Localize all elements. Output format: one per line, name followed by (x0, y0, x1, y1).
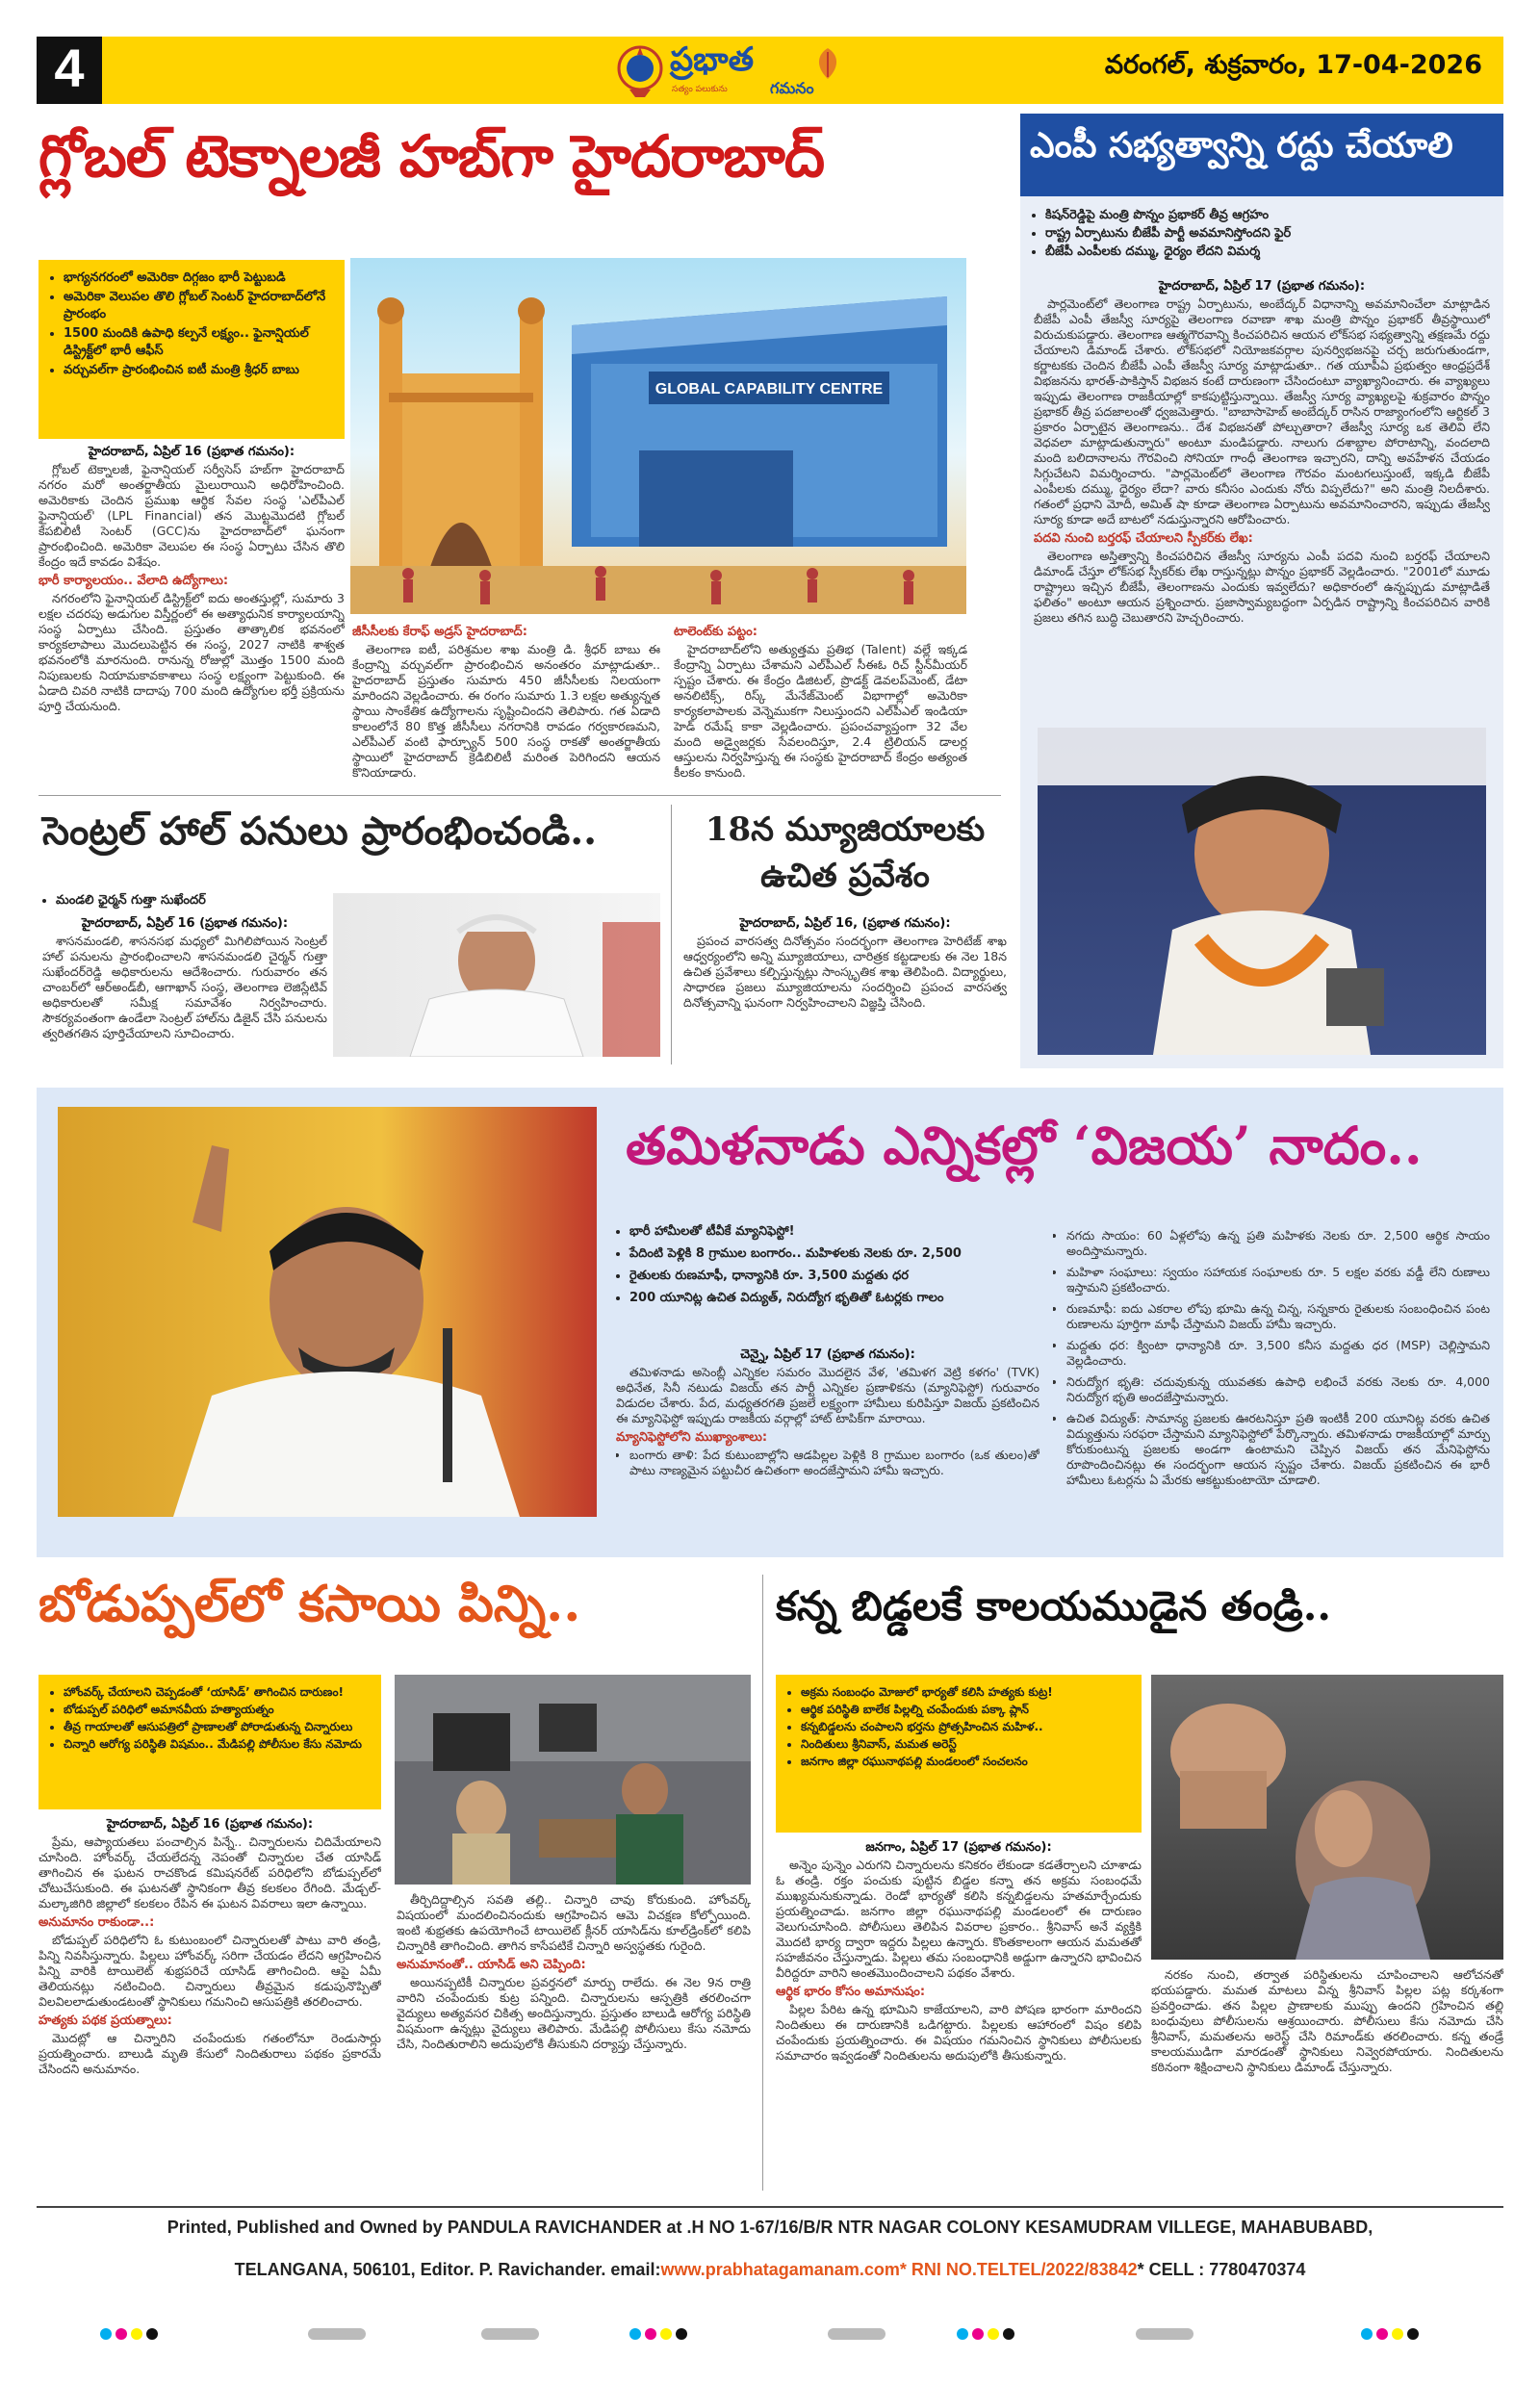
bullet-item: • బీజేపీ ఎంపీలకు దమ్ము, ధైర్యం లేదని విమర్శ (1045, 243, 1492, 261)
story6-col1 (38, 1817, 381, 2193)
bullet-item: • బోడుప్పల్ పరిధిలో అమానవీయ హత్యాయత్నం (64, 1702, 372, 1717)
story3-bullets (42, 893, 331, 910)
color-dots-icon (1361, 2328, 1419, 2340)
story6-col2-subhead: అనుమానంతో.. యాసిడ్ అని చెప్పింది: (397, 1958, 586, 1972)
story6-photo (395, 1675, 751, 1885)
logo-tagline: సత్యం పలుకును (672, 85, 728, 94)
logo-emblem-icon (616, 41, 664, 99)
story5-headline: తమిళనాడు ఎన్నికల్లో ‘విజయ’ నాదం.. (626, 1115, 1423, 1176)
list-item: • మద్దతు ధర: క్వింటా ధాన్యానికి రూ. 3,500 కనీస మద్దతు ధర (MSP) చెల్లిస్తామని వెల్లడించారు. (1066, 1338, 1490, 1369)
story6-bullets (38, 1675, 381, 1809)
list-item: • ఉచిత విద్యుత్: సామాన్య ప్రజలకు ఊరటనిస్తూ ప్రతి ఇంటికీ 200 యూనిట్ల వరకు ఉచిత విద్యుత్తును సరఫరా చేస్తామని మ్యానిఫెస్టోలో పేర్కొన్నారు. తమిళనాడు రాజకీయాల్లో మార్పు కోరుకుంటున్న ప్రజలకు అండగా ఉంటామని చెప్పిన విజయ్ తన మేనిఫెస్టోను రూపొందించినట్లు ఈ సందర్భంగా ఆయన స్పష్టం చేశారు. విజయ్ ప్రకటించిన ఈ భారీ హామీలు ఓటర్లను ఏ మేరకు ఆకట్టుకుంటాయో చూడాలి. (1066, 1411, 1490, 1488)
story7-text: అన్నెం పున్నెం ఎరుగని చిన్నారులను కనికరం లేకుండా కడతేర్చాలని చూశాడు ఓ తండ్రి. రక్తం పంచుకు పుట్టిన బిడ్డల కన్నా తన అక్రమ సంబంధమే ముఖ్యమనుకున్నాడు. రెండో భార్యతో కలిసి కన్నబిడ్డలను హతమార్చేందుకు ప్రయత్నించాడు. జనగాం జిల్లా రఘునాథపల్లి మండలంలో ఈ దారుణం వెలుగుచూసింది. పోలీసులు తెలిపిన వివరాల ప్రకారం.. శ్రీనివాస్ అనే వ్యక్తికి మొదటి భార్య ద్వారా ఇద్దరు పిల్లలు ఉన్నారు. కొంతకాలంగా ఆయన మమతతో సహజీవనం చేస్తున్నాడు. పిల్లలు తమ సంబంధానికి అడ్డుగా ఉన్నారని భావించిన వీరిద్దరూ వారిని అంతమొందించాలని పథకం వేశారు. (776, 1858, 1142, 1980)
story6-dateline: హైదరాబాద్, ఏప్రిల్ 16 (ప్రభాత గమనం): (106, 1817, 314, 1832)
story6-subhead: అనుమానం రాకుండా..: (38, 1915, 155, 1930)
story1-bullets (38, 260, 345, 439)
story2-body (1034, 279, 1490, 718)
footer-email-link[interactable]: www.prabhatagamanam.com (660, 2260, 900, 2279)
logo-text: ప్రభాత (670, 40, 755, 79)
masthead-logo (616, 38, 857, 102)
story1-col3-subhead: టాలెంట్‌కు పట్టం: (674, 625, 757, 639)
bullet-item: • వర్చువల్‌గా ప్రారంభించిన ఐటీ మంత్రి శ్రీధర్ బాబు (64, 362, 335, 379)
story7-col1 (776, 1840, 1142, 2193)
story1-col1 (38, 445, 345, 772)
story2-photo (1038, 728, 1486, 1055)
list-item: • మహిళా సంఘాలు: స్వయం సహాయక సంఘాలకు రూ. 5 లక్షల వరకు వడ్డీ లేని రుణాలు ఇస్తామని ప్రకటించారు. (1066, 1265, 1490, 1295)
story7-bullets (776, 1675, 1142, 1833)
story5-bullets (616, 1222, 1040, 1307)
illustration-sign: GLOBAL CAPABILITY CENTRE (654, 381, 884, 398)
story1-col2-subhead: జీసీసీలకు కేరాఫ్ అడ్రస్ హైదరాబాద్: (352, 625, 527, 639)
story2-text2: తెలంగాణ అస్తిత్వాన్ని కించపరిచిన తేజస్వీ సూర్యను ఎంపీ పదవి నుంచి బర్తరఫ్ చేయాలని డిమాండ్ చేస్తూ లోక్‌సభ స్పీకర్‌కు లేఖ రాస్తున్నట్లు పొన్నం ప్రభాకర్ వెల్లడించారు. "2001లో మూడు రాష్ట్రాలు ఇచ్చిన బీజేపీ, తెలంగాణను ఎందుకు ఇవ్వలేదు? అధికారంలో ఉన్నప్పుడు మాట్లాడితే ఫలితం" అంటూ ఆయన ప్రశ్నించారు. ప్రజాస్వామ్యబద్ధంగా ఏర్పడిన రాష్ట్రాన్ని కించపరిచిన వారికి ప్రజలు తగిన బుద్ధి చెబుతారని హెచ్చరించారు. (1034, 549, 1490, 625)
bullet-item: • కిషన్‌రెడ్డిపై మంత్రి పొన్నం ప్రభాకర్ తీవ్ర ఆగ్రహం (1045, 206, 1492, 224)
story1-headline: గ్లోబల్ టెక్నాలజీ హబ్‌గా హైదరాబాద్ (38, 123, 825, 191)
bullet-item: • ఆర్థిక పరిస్థితి బాలేక పిల్లల్ని చంపేందుకు పక్కా ప్లాన్ (801, 1702, 1132, 1717)
story3-headline: సెంట్రల్ హాల్ పనులు ప్రారంభించండి.. (42, 808, 598, 854)
story6-col2-text2: అయినప్పటికీ చిన్నారుల ప్రవర్తనలో మార్పు రాలేదు. ఈ నెల 9న రాత్రి వారిని చంపేందుకు కుట్ర పన్నింది. చిన్నారులను ఆస్పత్రికి తరలించగా వైద్యులు అత్యవసర చికిత్స అందిస్తున్నారు. ప్రస్తుతం బాలుడి ఆరోగ్య పరిస్థితి విషమంగా ఉన్నట్లు వైద్యులు తెలిపారు. మేడిపల్లి పోలీసులు కేసు నమోదు చేసి, నిందితురాలిని అదుపులోకి తీసుకుని దర్యాప్తు చేస్తున్నారు. (397, 1975, 751, 2051)
story1-text2: నగరంలోని ఫైనాన్షియల్ డిస్ట్రిక్ట్‌లో ఐదు అంతస్తుల్లో, సుమారు 3 లక్షల చదరపు అడుగుల విస్తీర్ణంలో ఈ అత్యాధునిక కార్యాలయాన్ని సంస్థ ఏర్పాటు చేసింది. ప్రస్తుతం తాత్కాలిక భవనంలో కార్యకలాపాలు మొదలుపెట్టిన ఈ సంస్థ, 2027 నాటికి శాశ్వత భవనంలోకి మారనుంది. రానున్న రోజుల్లో మొత్తం 1500 మంది నిపుణులకు నియామకావకాశాలు సంస్థ లక్ష్యంగా పెట్టుకుంది. ఈ ఏడాది చివరి నాటికి దాదాపు 700 మంది ఉద్యోగుల భర్తీ ప్రక్రియను పూర్తి చేయనుంది. (38, 591, 345, 713)
story7-col2-text: నరకం నుంచి, తర్వాత పరిస్థితులను చూపించాలని ఆలోచనతో భయపడ్డారు. మమత మాటలు విన్న శ్రీనివాస్ పిల్లల పట్ల కర్కశంగా ప్రవర్తించాడు. తన పిల్లల ప్రాణాలకు ముప్పు ఉందని గ్రహించిన తల్లి బంధువులు పోలీసులను ఆశ్రయించారు. పోలీసులు కేసు నమోదు చేసి శ్రీనివాస్, మమతలను అరెస్ట్ చేసి రిమాండ్‌కు తరలించారు. కన్న తండ్రే కాలయముడిగా మారడంతో స్థానికులు నివ్వెరపోయారు. నిందితులను కఠినంగా శిక్షించాలని స్థానికులు డిమాండ్ చేస్తున్నారు. (1151, 1967, 1503, 2074)
story3-dateline: హైదరాబాద్, ఏప్రిల్ 16 (ప్రభాత గమనం): (81, 916, 289, 931)
registration-marks (96, 2320, 1444, 2348)
story5-body (616, 1347, 1040, 1550)
dateline: వరంగల్, శుక్రవారం, 17-04-2026 (1104, 50, 1482, 80)
story7-subhead: ఆర్థిక భారం కోసం అమానుషం: (776, 1985, 926, 1999)
story1-text: గ్లోబల్ టెక్నాలజీ, ఫైనాన్షియల్ సర్వీసెస్ హబ్‌గా హైదరాబాద్ నగరం మరో అంతర్జాతీయ మైలురాయిని అధిరోహించింది. అమెరికాకు చెందిన ప్రముఖ ఆర్థిక సేవల సంస్థ 'ఎల్‌పీఎల్ ఫైనాన్షియల్' (LPL Financial) తన మొట్టమొదటి గ్లోబల్ కేపబిలిటీ సెంటర్ (GCC)ను హైదరాబాద్‌లో ఘనంగా ప్రారంభించింది. అమెరికా వెలుపల ఈ సంస్థ ఏర్పాటు చేసిన తొలి కేంద్రం ఇదే కావడం విశేషం. (38, 462, 345, 569)
list-item: • రుణమాఫీ: ఐదు ఎకరాల లోపు భూమి ఉన్న చిన్న, సన్నకారు రైతులకు సంబంధించిన పంట రుణాలను పూర్తిగా మాఫీ చేస్తామని విజయ్ హామీ ఇచ్చారు. (1066, 1301, 1490, 1332)
color-dots-icon (629, 2328, 687, 2340)
story4-dateline: హైదరాబాద్, ఏప్రిల్ 16, (ప్రభాత గమనం): (739, 916, 951, 931)
story4-headline-line2: ఉచిత ప్రవేశం (760, 857, 930, 895)
story4-body (683, 916, 1007, 1061)
bullet-item: • 200 యూనిట్ల ఉచిత విద్యుత్, నిరుద్యోగ భృతితో ఓటర్లకు గాలం (629, 1289, 1040, 1307)
story5-photo (58, 1107, 597, 1517)
bullet-item: • అక్రమ సంబంధం మోజులో భార్యతో కలిసి హత్యకు కుట్ర! (801, 1684, 1132, 1700)
story5-subhead: మ్యానిఫెస్టోలోని ముఖ్యాంశాలు: (616, 1430, 768, 1445)
story6-text2: బోడుప్పల్ పరిధిలోని ఓ కుటుంబంలో చిన్నారులతో పాటు వారి తండ్రి, పిన్ని నివసిస్తున్నారు. పిల్లలు హోంవర్క్ సరిగా చేయడం లేదని ఆగ్రహించిన పిన్ని వారికి టాయిలెట్ శుభ్రపరిచే యాసిడ్ తాగించింది. ఆపై ఏమీ తెలియనట్లు నటించింది. చిన్నారులు తీవ్రమైన కడుపునొప్పితో విలవిలలాడుతుండటంతో స్థానికులు గమనించి ఆసుపత్రికి తరలించారు. (38, 1933, 381, 2009)
footer-imprint: TELANGANA, 506101, Editor. P. Ravichander. email: (234, 2260, 661, 2279)
story2-subhead: పదవి నుంచి బర్తరఫ్ చేయాలని స్పీకర్‌కు లేఖ: (1034, 531, 1253, 546)
bullet-item: • భాగ్యనగరంలో అమెరికా దిగ్గజం భారీ పెట్టుబడి (64, 269, 335, 287)
color-dots-icon (957, 2328, 1014, 2340)
story5-dateline: చెన్నై, ఏప్రిల్ 17 (ప్రభాత గమనం): (740, 1347, 915, 1362)
footer-line2 (37, 2260, 1503, 2280)
story3-photo (333, 893, 660, 1057)
list-item: • నిరుద్యోగ భృతి: చదువుకున్న యువతకు ఉపాధి లభించే వరకు నెలకు రూ. 4,000 నిరుద్యోగ భృతి అందజేస్తామన్నారు. (1066, 1374, 1490, 1405)
footer-line1: Printed, Published and Owned by PANDULA RAVICHANDER at .H NO 1-67/16/B/R NTR NAGAR COLONY KESAMUDRAM VILLEGE, MAHABUBABD, (167, 2218, 1373, 2237)
story1-subhead: భారీ కార్యాలయం.. వేలాది ఉద్యోగాలు: (38, 574, 229, 588)
bullet-item: • అమెరికా వెలుపల తొలి గ్లోబల్ సెంటర్ హైదరాబాద్‌లోనే ప్రారంభం (64, 289, 335, 323)
page-number: 4 (54, 38, 85, 98)
story1-illustration (350, 258, 966, 614)
story4-text: ప్రపంచ వారసత్వ దినోత్సవం సందర్భంగా తెలంగాణ హెరిటేజ్ శాఖ ఆధ్వర్యంలోని అన్ని మ్యూజియాలు, చారిత్రక కట్టడాలకు ఈ నెల 18న ఉచిత ప్రవేశాలు కల్పిస్తున్నట్లు సాంస్కృతిక శాఖ తెలిపింది. విద్యార్థులు, సాధారణ ప్రజలు మ్యూజియాలను సందర్శించి ప్రపంచ వారసత్వ దినోత్సవాన్ని ఘనంగా నిర్వహించాలని విజ్ఞప్తి చేసింది. (683, 934, 1007, 1010)
bullet-item: • కన్నబిడ్డలను చంపాలని భర్తను ప్రోత్సహించిన మహిళ.. (801, 1719, 1132, 1734)
story1-col3-text: హైదరాబాద్‌లోని అత్యుత్తమ ప్రతిభ (Talent) వల్లే ఇక్కడ కేంద్రాన్ని ఏర్పాటు చేశామని ఎల్‌పీఎల్ సీఈఓ రిచ్ స్టీన్‌మీయర్ స్పష్టం చేశారు. ఈ కేంద్రం డిజిటల్, ప్రొడక్ట్ డెవలప్‌మెంట్, డేటా అనలిటిక్స్, రిస్క్ మేనేజ్‌మెంట్ విభాగాల్లో అమెరికా కార్యకలాపాలకు వెన్నెముకగా నిలుస్తుందని ఎల్‌పీఎల్ ఇండియా హెడ్ రమేష్ కాకా వెల్లడించారు. ప్రపంచవ్యాప్తంగా 32 వేల మంది అడ్వైజర్లకు సేవలందిస్తూ, 2.4 ట్రిలియన్ డాలర్ల ఆస్తులను నిర్వహిస్తున్న ఈ సంస్థకు హైదరాబాద్ కేంద్రం అత్యంత కీలకం కానుంది. (674, 642, 967, 780)
logo-subtext: గమనం (770, 79, 814, 97)
color-dots-icon (100, 2328, 158, 2340)
story7-col2 (1151, 1967, 1503, 2193)
story5-list-right (1053, 1228, 1490, 1552)
story6-text3: మొదట్లో ఆ చిన్నారిని చంపేందుకు గతంలోనూ రెండుసార్లు ప్రయత్నించారు. బాలుడి మృతి కేసులో నిందితురాలు పథకం ప్రకారమే చేసిందని అనుమానం. (38, 2031, 381, 2076)
building-icon (572, 296, 947, 547)
story7-photo (1151, 1675, 1503, 1960)
story3-body (42, 916, 327, 1061)
bullet-item: • తీవ్ర గాయాలతో ఆసుపత్రిలో ప్రాణాలతో పోరాడుతున్న చిన్నారులు (64, 1719, 372, 1734)
story3-text: శాసనమండలి, శాసనసభ మధ్యలో మిగిలిపోయిన సెంట్రల్ హాల్ పనులను ప్రారంభించాలని శాసనమండలి చైర్మన్ గుత్తా సుఖేందర్‌రెడ్డి అధికారులను ఆదేశించారు. గురువారం తన చాంబర్‌లో ఆర్‌అండ్‌బీ, ఆగాఖాన్ సంస్థ, తెలంగాణ లెజిస్లేటివ్ అధికారులతో సమీక్ష సమావేశం నిర్వహించారు. సౌకర్యవంతంగా ఉండేలా సెంట్రల్ హాల్‌ను డిజైన్ చేసి పనులను త్వరితగతిన పూర్తిచేయాలని సూచించారు. (42, 934, 327, 1040)
bullet-item: • నిందితులు శ్రీనివాస్, మమత అరెస్ట్ (801, 1736, 1132, 1752)
bullet-item: • పేదింటి పెళ్లికి 8 గ్రాముల బంగారం.. మహిళలకు నెలకు రూ. 2,500 (629, 1244, 1040, 1263)
list-item: • నగదు సాయం: 60 ఏళ్లలోపు ఉన్న ప్రతి మహిళకు నెలకు రూ. 2,500 ఆర్థిక సాయం అందిస్తామన్నారు. (1066, 1228, 1490, 1259)
footer-rni: * RNI NO.TELTEL/2022/83842 (899, 2260, 1138, 2279)
story6-text: ప్రేమ, ఆప్యాయతలు పంచాల్సిన పిన్నే.. చిన్నారులను చిదిమేయాలని చూసింది. హోంవర్క్ చేయలేదన్న నెపంతో చిన్నారుల చేత యాసిడ్ తాగించిన ఈ ఘటన రాచకొండ కమిషనరేట్ పరిధిలోని బోడుప్పల్‌లో చోటుచేసుకుంది. ఈ ఘటనతో స్థానికంగా తీవ్ర కలకలం రేగింది. మేడ్చల్-మల్కాజిగిరి జిల్లాలో కలకలం రేపిన ఈ ఘటన వివరాలు ఇలా ఉన్నాయి. (38, 1834, 381, 1911)
bullet-item: • భారీ హామీలతో టీవీకే మ్యానిఫెస్టో! (629, 1222, 1040, 1241)
story2-bullets (1030, 206, 1492, 261)
story1-col3 (674, 621, 967, 784)
story7-text2: పిల్లల పేరిట ఉన్న భూమిని కాజేయాలని, వారి పోషణ భారంగా మారిందని నిందితులు ఈ దారుణానికి ఒడిగట్టారు. పిల్లలకు ఆహారంలో విషం కలిపి చంపేందుకు ప్రయత్నించారు. ఈ విషయం గమనించిన స్థానికులు పోలీసులకు సమాచారం ఇవ్వడంతో నిందితులను అదుపులోకి తీసుకున్నారు. (776, 2002, 1142, 2063)
story5-text: తమిళనాడు అసెంబ్లీ ఎన్నికల సమరం మొదలైన వేళ, 'తమిళగ వెట్రి కళగం' (TVK) అధినేత, సినీ నటుడు విజయ్ తన పార్టీ ఎన్నికల ప్రణాళికను (మ్యానిఫెస్టో) గురువారం విడుదల చేశారు. పేద, మధ్యతరగతి ప్రజలే లక్ష్యంగా హామీలు కురిపిస్తూ విజయ్ ప్రకటించిన ఈ మ్యానిఫెస్టో ఇప్పుడు రాజకీయ వర్గాల్లో హాట్ టాపిక్‌గా మారాయి. (616, 1365, 1040, 1425)
list-item: • బంగారు తాళి: పేద కుటుంబాల్లోని ఆడపిల్లల పెళ్లికి 8 గ్రాముల బంగారం (ఒక తులం)తో పాటు నాణ్యమైన పట్టుచీర ఉచితంగా అందజేస్తామని హామీ ఇచ్చారు. (629, 1448, 1040, 1478)
story2-text: పార్లమెంట్‌లో తెలంగాణ రాష్ట్ర ఏర్పాటును, అంబేద్కర్ విధానాన్ని అవమానించేలా మాట్లాడిన బీజేపీ ఎంపీ తేజస్వీ సూర్యపై తెలంగాణ రవాణా శాఖ మంత్రి పొన్నం ప్రభాకర్ తీవ్రస్థాయిలో విరుచుకుపడ్డారు. తెలంగాణ ఆత్మగౌరవాన్ని కించపరిచిన ఆయన లోక్‌సభ సభ్యత్వాన్ని తక్షణమే రద్దు చేయాలని డిమాండ్ చేశారు. లోక్‌సభలో నియోజకవర్గాల పునర్విభజనపై చర్చ జరుగుతుండగా, కర్ణాటకకు చెందిన బీజేపీ ఎంపీ తేజస్వీ సూర్య మాట్లాడుతూ.. గత యూపీఏ ప్రభుత్వం ఆంధ్రప్రదేశ్ విభజనను భారత్-పాకిస్తాన్ విభజన కంటే దారుణంగా చేసిందంటూ వ్యాఖ్యానించారు. ఈ వ్యాఖ్యలు ఇప్పుడు తెలంగాణ రాజకీయాల్లో కాకపుట్టిస్తున్నాయి. తేజస్వీ సూర్య వ్యాఖ్యలపై శుక్రవారం పొన్నం ప్రభాకర్ తీవ్ర పదజాలంతో ధ్వజమెత్తారు. "బాబాసాహెబ్ అంబేద్కర్ రాసిన రాజ్యాంగంలోని ఆర్టికల్ 3 ప్రకారం ఏర్పాటైన తెలంగాణను.. దేశ విభజనతో పోల్చుతారా? తేజస్వీ సూర్య ఒక తెలివి లేని వెధవలా మాట్లాడుతున్నారు" అంటూ మండిపడ్డారు. నాలుగు దశాబ్దాల పోరాటాన్ని, వందలాది మంది బలిదానాలను గౌరవించి సోనియా గాంధీ తెలంగాణ ఇచ్చారని, దాన్ని అవహేళన చేయడం సిగ్గుచేటని విమర్శించారు. "పార్లమెంట్‌లో తెలంగాణ గౌరవం మంటగలుస్తుంటే, ఇక్కడి బీజేపీ ఎంపీలకు దమ్ము, ధైర్యం లేదా? వారు కనీసం ఎందుకు నోరు విప్పలేదు?" అని మంత్రి నిలదీశారు. గతంలో ప్రధాని మోదీ, అమిత్ షా కూడా తెలంగాణ ఏర్పాటును అవమానించారని, ఇప్పుడు తేజస్వీ సూర్య కూడా అదే బాటలో నడుస్తున్నారని ఆరోపించారు. (1034, 296, 1490, 526)
bullet-item: • హోంవర్క్ చేయాలని చెప్పడంతో ‘యాసిడ్’ తాగించిన దారుణం! (64, 1684, 372, 1700)
story1-col2 (352, 621, 660, 784)
story6-subhead2: హత్యకు పథక ప్రయత్నాలు: (38, 2013, 172, 2028)
bullet-item: • రాష్ట్ర ఏర్పాటును బీజేపీ పార్టీ అవమానిస్తోందని ఫైర్ (1045, 224, 1492, 243)
charminar-icon (377, 297, 545, 576)
story7-dateline: జనగాం, ఏప్రిల్ 17 (ప్రభాత గమనం): (865, 1840, 1052, 1855)
story7-headline: కన్న బిడ్డలకే కాలయముడైన తండ్రి.. (776, 1582, 1331, 1629)
story2-dateline: హైదరాబాద్, ఏప్రిల్ 17 (ప్రభాత గమనం): (1158, 279, 1366, 294)
bullet-item: • మండలి ఛైర్మన్ గుత్తా సుఖేందర్ (56, 893, 331, 910)
bullet-item: • రైతులకు రుణమాఫీ, ధాన్యానికి రూ. 3,500 మద్దతు ధర (629, 1267, 1040, 1285)
bullet-item: • జనగాం జిల్లా రఘునాథపల్లి మండలంలో సంచలనం (801, 1754, 1132, 1769)
story6-col2 (397, 1892, 751, 2193)
story2-headline: ఎంపీ సభ్యత్వాన్ని రద్దు చేయాలి (1030, 125, 1453, 166)
footer-cell: * CELL : 7780470374 (1137, 2260, 1306, 2279)
logo-leaf-icon (808, 44, 847, 83)
story1-col2-text: తెలంగాణ ఐటీ, పరిశ్రమల శాఖ మంత్రి డి. శ్రీధర్ బాబు ఈ కేంద్రాన్ని వర్చువల్‌గా ప్రారంభించిన అనంతరం మాట్లాడుతూ.. హైదరాబాద్ ప్రస్తుతం సుమారు 450 జీసీసీలకు నిలయంగా మారిందని వెల్లడించారు. ఈ రంగం సుమారు 1.3 లక్షల అత్యున్నత స్థాయి సాంకేతిక ఉద్యోగాలను సృష్టించిందని తెలిపారు. గత ఏడాది కాలంలోనే 80 కొత్త జీసీసీలు నగరానికి రావడం గర్వకారణమని, ఎల్‌పీఎల్ వంటి ఫార్చ్యూన్ 500 సంస్థ రాకతో అంతర్జాతీయ స్థాయిలో హైదరాబాద్ క్రెడిబిలిటీ మరింత పెరిగిందని ఆయన కొనియాడారు. (352, 642, 660, 780)
story1-dateline: హైదరాబాద్, ఏప్రిల్ 16 (ప్రభాత గమనం): (88, 445, 295, 459)
story4-headline-line1: 18న మ్యూజియాలకు (705, 810, 986, 849)
bullet-item: • 1500 మందికి ఉపాధి కల్పనే లక్ష్యం.. ఫైనాన్షియల్ డిస్ట్రిక్ట్‌లో భారీ ఆఫీస్ (64, 325, 335, 360)
bullet-item: • చిన్నారి ఆరోగ్య పరిస్థితి విషమం.. మేడిపల్లి పోలీసుల కేసు నమోదు (64, 1736, 372, 1752)
story6-col2-text: తీర్చిదిద్దాల్సిన సవతి తల్లి.. చిన్నారి చావు కోరుకుంది. హోంవర్క్ విషయంలో మందలించినందుకు ఆగ్రహించిన ఆమె విచక్షణ కోల్పోయింది. ఇంటి శుభ్రతకు ఉపయోగించే టాయిలెట్ క్లీనర్ యాసిడ్‌ను కూల్‌డ్రింక్‌లో కలిపి చిన్నారికి తాగించింది. తాగిన కాసేపటికే చిన్నారి అస్వస్థతకు గురైంది. (397, 1892, 751, 1953)
story6-headline: బోడుప్పల్‌లో కసాయి పిన్ని.. (38, 1575, 581, 1633)
